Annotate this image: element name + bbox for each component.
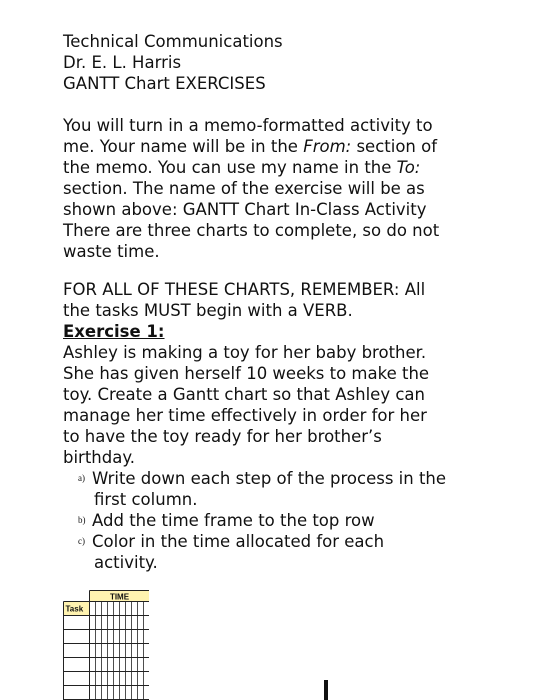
list-item-a-continued: first column.: [94, 490, 198, 509]
list-marker: c): [78, 536, 85, 546]
instructor-name: Dr. E. L. Harris: [63, 53, 182, 72]
list-marker: b): [78, 515, 86, 525]
exercise-text-line: toy. Create a Gantt chart so that Ashley can: [63, 385, 425, 404]
from-field-label: From:: [303, 137, 352, 156]
intro-line-3: [63, 157, 420, 178]
list-item-c: Color in the time allocated for each: [92, 532, 385, 551]
intro-line-6: There are three charts to complete, so do not: [63, 221, 440, 240]
time-header-label: TIME: [109, 592, 130, 602]
intro-line-2: [63, 136, 437, 157]
intro-line-7: waste time.: [63, 242, 160, 261]
list-item-a: Write down each step of the process in the: [92, 469, 447, 488]
course-title: Technical Communications: [63, 32, 283, 51]
reminder-line-2: the tasks MUST begin with a VERB.: [63, 301, 353, 320]
list-item-b: Add the time frame to the top row: [92, 511, 375, 530]
to-field-label: To:: [396, 158, 421, 177]
intro-text: the memo. You can use my name in the: [63, 158, 397, 177]
exercise-text-line: She has given herself 10 weeks to make the: [63, 364, 430, 383]
list-item-c-continued: activity.: [94, 553, 158, 572]
exercise-text-line: Ashley is making a toy for her baby brother.: [63, 343, 427, 362]
reminder-line-1: FOR ALL OF THESE CHARTS, REMEMBER: All: [63, 280, 426, 299]
exercise-text-line: to have the toy ready for her brother’s: [63, 427, 382, 446]
intro-line-5: shown above: GANTT Chart In-Class Activity: [63, 200, 427, 219]
task-header-label: Task: [65, 604, 84, 614]
text-cursor: [324, 680, 328, 700]
intro-line-4: section. The name of the exercise will be as: [63, 179, 425, 198]
document-title: GANTT Chart EXERCISES: [63, 74, 266, 93]
exercise-text-line: birthday.: [63, 448, 136, 467]
exercise-heading: Exercise 1:: [63, 322, 165, 341]
intro-text: section of: [351, 137, 438, 156]
list-marker: a): [78, 473, 85, 483]
gantt-chart-template: [63, 590, 149, 700]
exercise-text-line: manage her time effectively in order for her: [63, 406, 427, 425]
gantt-grid: [63, 590, 149, 700]
intro-text: me. Your name will be in the: [63, 137, 304, 156]
intro-line-1: You will turn in a memo-formatted activity to: [63, 116, 433, 135]
